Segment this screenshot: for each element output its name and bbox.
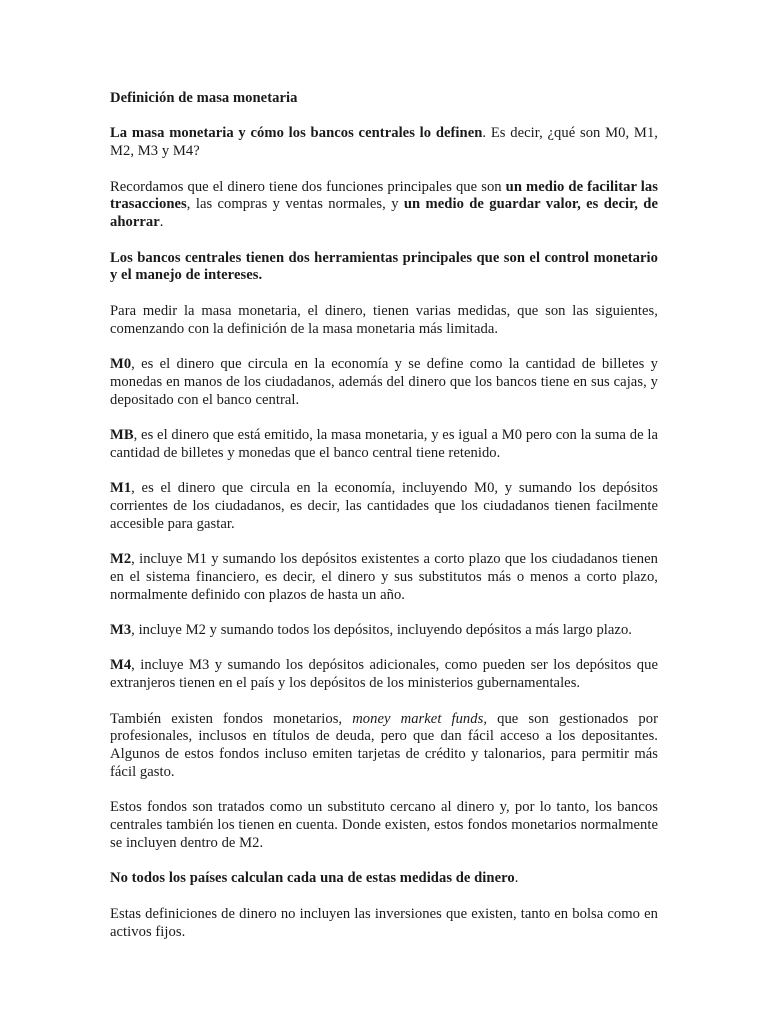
definition-text: , es el dinero que está emitido, la masa monetaria, y es igual a M0 pero con la suma de la cantidad de billetes y monedas que el banco central tiene retenido. [110, 426, 658, 461]
countries-rest: . [514, 870, 519, 887]
definition-mb [110, 427, 658, 463]
definition-m4 [110, 657, 658, 693]
functions-text-c: , las compras y ventas normales, y [186, 196, 404, 213]
intro-bold: La masa monetaria y cómo los bancos centrales lo definen [110, 125, 483, 142]
paragraph-measures: Para medir la masa monetaria, el dinero, tienen varias medidas, que son las siguientes, comenzando con la definición de la masa monetaria más limitada. [110, 302, 658, 337]
definition-text: , es el dinero que circula en la economía, incluyendo M0, y sumando los depósitos corrientes de los ciudadanos, es decir, las cantidades que los ciudadanos tienen facilmente accesible para gastar. [110, 480, 658, 532]
definition-text: , incluye M3 y sumando los depósitos adicionales, como pueden ser los depósitos que extranjeros tienen en el país y los depósitos de los ministerios gubernamentales. [110, 657, 658, 692]
paragraph-money-market-funds [110, 711, 658, 782]
definition-m3 [110, 622, 658, 640]
functions-text-a: Recordamos que el dinero tiene dos funciones principales que son [110, 178, 506, 195]
definition-text: , incluye M1 y sumando los depósitos existentes a corto plazo que los ciudadanos tienen en el sistema financiero, es decir, el dinero y sus substitutos más o menos a corto plazo, normalmente definido con plazos de hasta un año. [110, 551, 658, 603]
funds-text-b: , que son gestionados por profesionales, inclusos en títulos de deuda, pero que dan fácil acceso a los depositantes. Algunos de estos fondos incluso emiten tarjetas de crédito y talonarios, para permitir más fácil gasto. [110, 710, 658, 781]
paragraph-substitute: Estos fondos son tratados como un substituto cercano al dinero y, por lo tanto, los bancos centrales también los tienen en cuenta. Donde existen, estos fondos monetarios normalmente se incluyen dentro de M2. [110, 799, 658, 852]
paragraph-functions [110, 179, 658, 232]
definition-label: MB [110, 426, 134, 443]
paragraph-definitions-exclude: Estas definiciones de dinero no incluyen las inversiones que existen, tanto en bolsa como en activos fijos. [110, 905, 658, 940]
paragraph-tools: Los bancos centrales tienen dos herramientas principales que son el control monetario y el manejo de intereses. [110, 249, 658, 284]
paragraph-intro [110, 125, 658, 161]
functions-text-d: . [159, 214, 164, 231]
document-title: Definición de masa monetaria [110, 90, 298, 106]
funds-text-a: También existen fondos monetarios, [110, 710, 353, 727]
definition-m1 [110, 480, 658, 533]
definition-label: M1 [110, 480, 132, 497]
definition-label: M0 [110, 355, 132, 372]
funds-italic: money market funds [352, 710, 484, 727]
paragraph-countries [110, 870, 658, 888]
definition-label: M3 [110, 622, 132, 639]
definition-m2 [110, 551, 658, 604]
definition-label: M2 [110, 551, 132, 568]
definition-m0 [110, 356, 658, 409]
definition-label: M4 [110, 657, 132, 674]
intro-rest: . Es decir, ¿qué son M0, M1, M2, M3 y M4? [110, 125, 658, 160]
document-page [110, 90, 658, 959]
definition-text: , es el dinero que circula en la economía y se define como la cantidad de billetes y monedas en manos de los ciudadanos, además del dinero que los bancos tiene en sus cajas, y depositado con el banco central. [110, 355, 658, 408]
countries-bold: No todos los países calculan cada una de estas medidas de dinero [110, 870, 515, 887]
functions-bold-2: un medio de guardar valor, es decir, de ahorrar [110, 196, 658, 231]
functions-bold-1: un medio de facilitar las trasacciones [110, 178, 658, 213]
definition-text: , incluye M2 y sumando todos los depósitos, incluyendo depósitos a más largo plazo. [131, 622, 632, 639]
